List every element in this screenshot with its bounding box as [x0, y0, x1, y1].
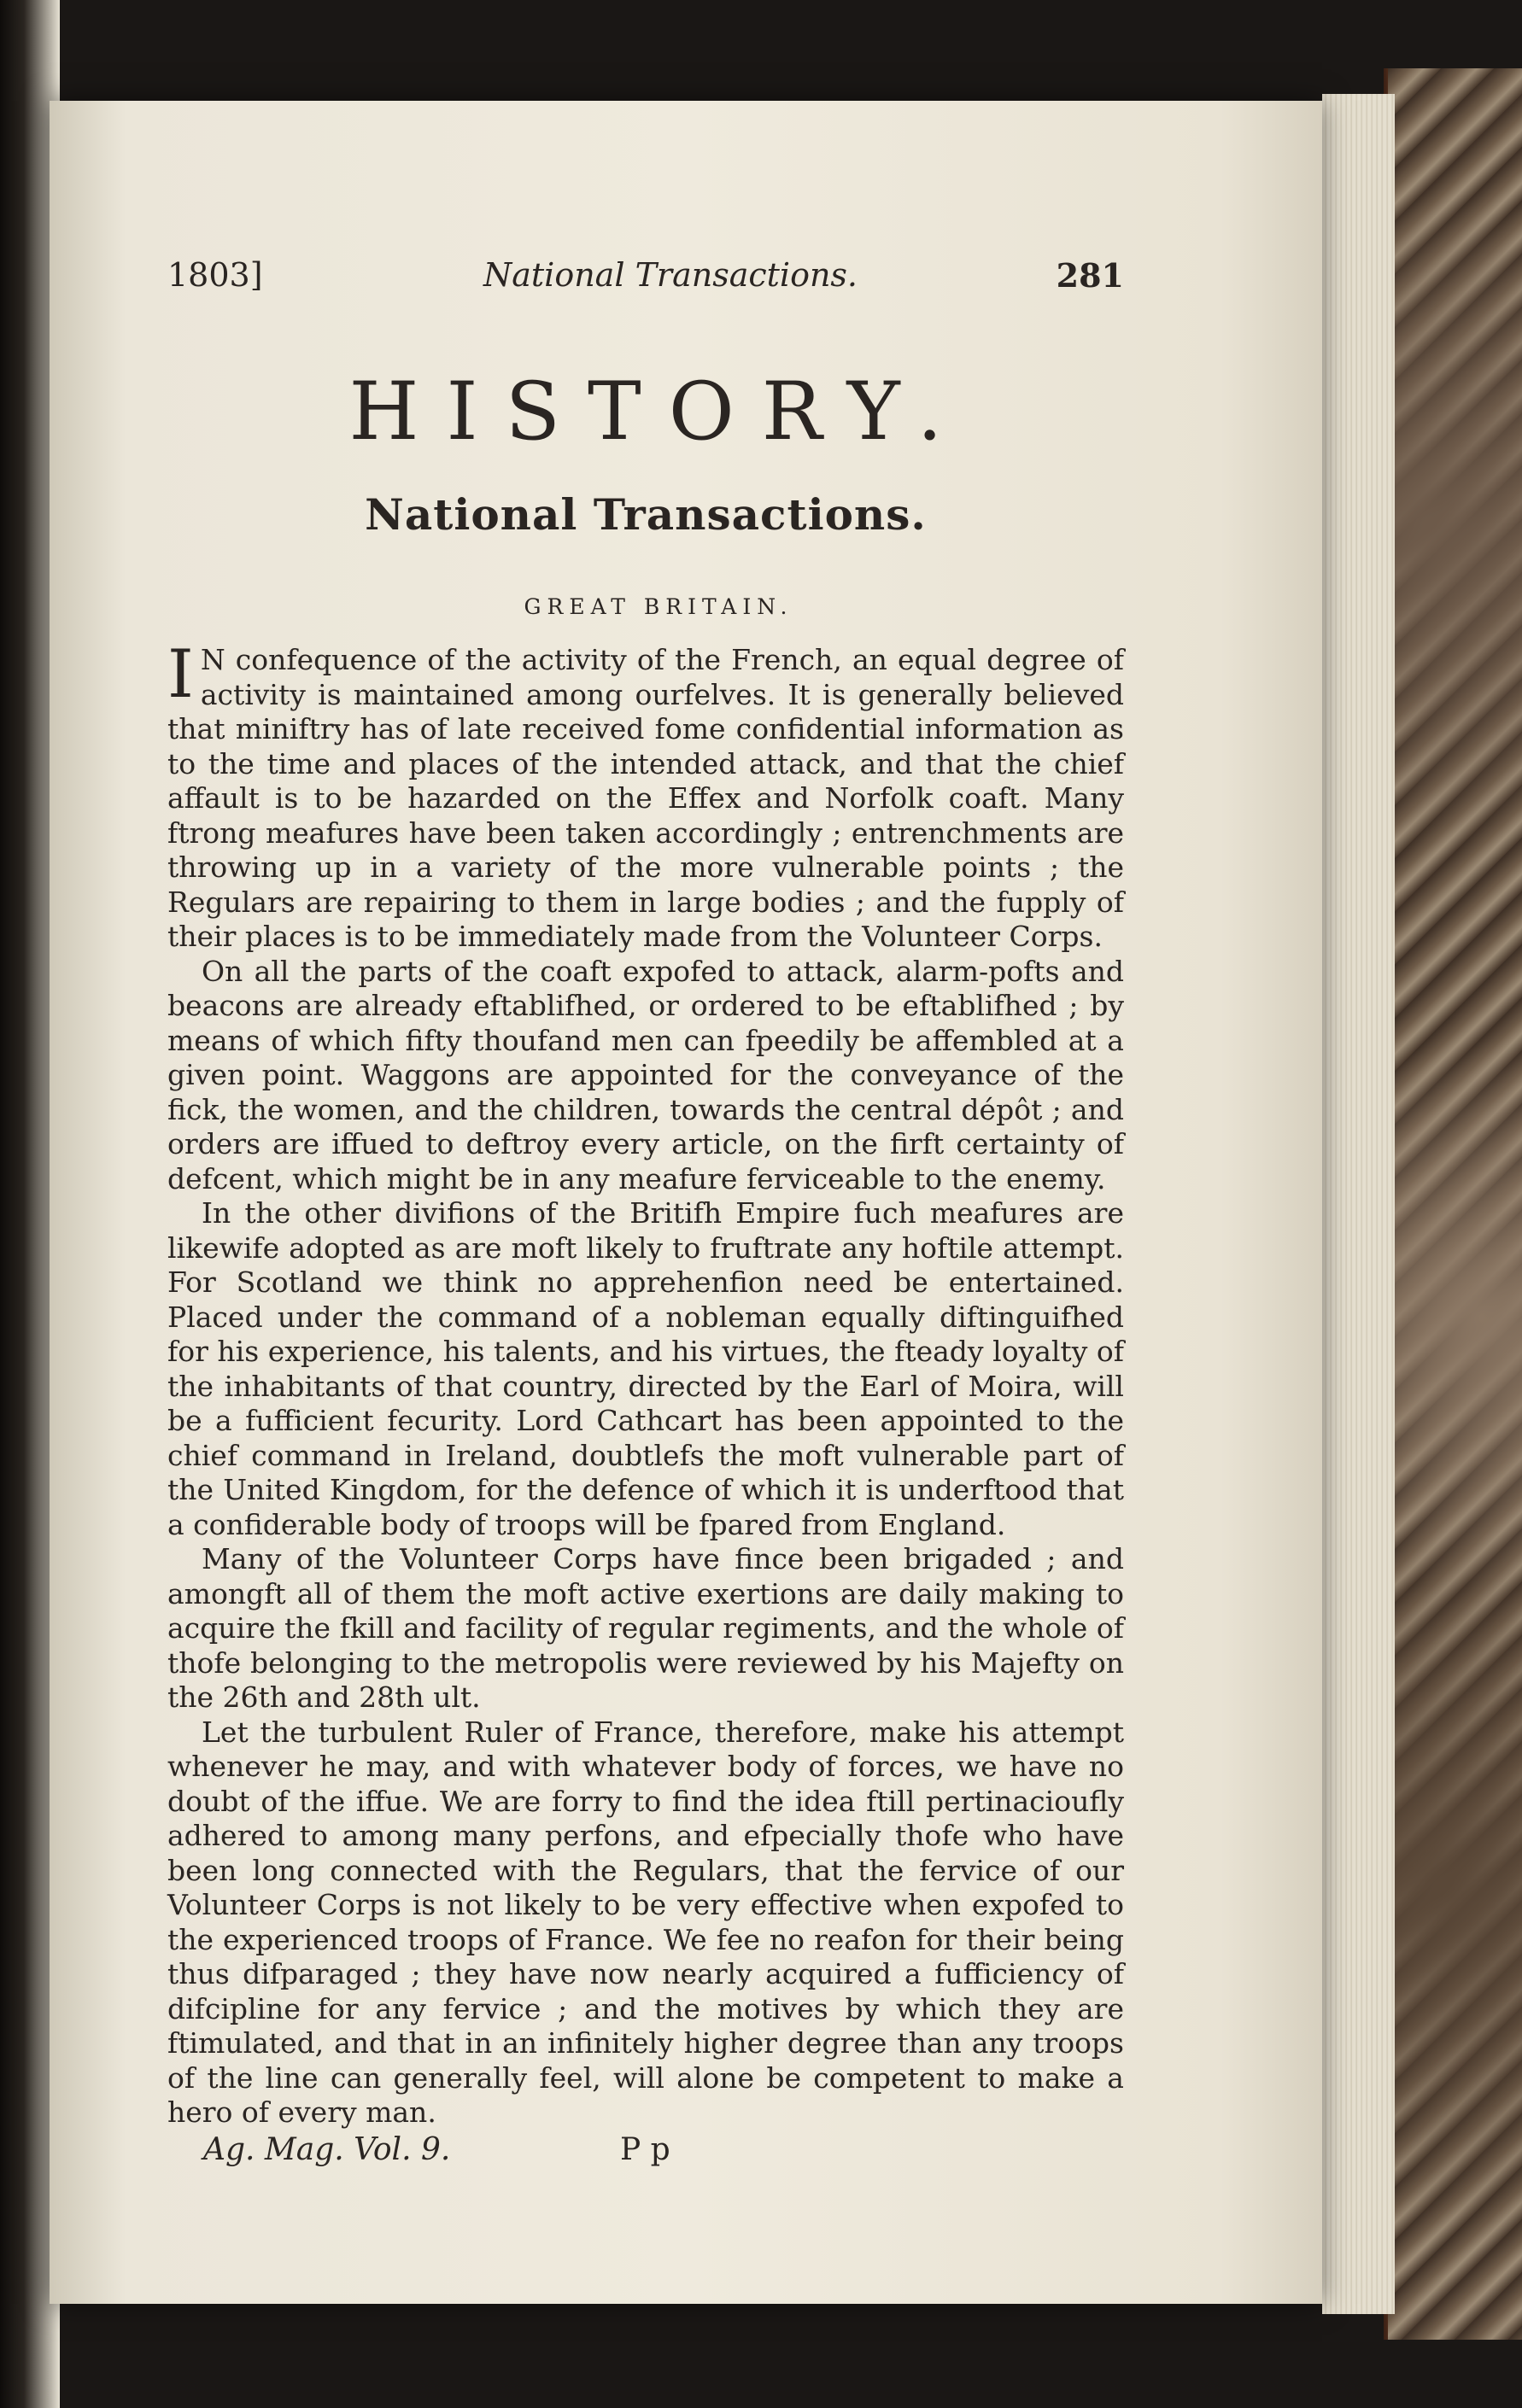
paragraph-4: Many of the Volunteer Corps have fince been brigaded ; and amongft all of them the moft active exertions are daily making to acquire the fkill and facility of regular regiments, and the whole of thofe belonging to the metropolis were reviewed by his Majefty on the 26th and 28th ult.	[167, 1542, 1124, 1714]
paragraph-1-text: N confequence of the activity of the French, an equal degree of activity is maintained among ourfelves. It is generally believed that miniftry has of late received fome confidential information as to the time and places of the intended attack, and that the chief affault is to be hazarded on the Effex and Norfolk coaft. Many ftrong meafures have been taken accordingly ; entrenchments are throwing up in a variety of the more vulnerable points ; the Regulars are repairing to them in large bodies ; and the fupply of their places is to be immediately made from the Volunteer Corps.	[167, 643, 1124, 953]
page-footer	[167, 2132, 1124, 2175]
page-number: 281	[1056, 256, 1124, 295]
marbled-cover	[1388, 68, 1522, 2340]
page-subtitle: National Transactions.	[365, 489, 927, 540]
running-head-section: National Transactions.	[483, 256, 858, 294]
paragraph-2: On all the parts of the coaft expofed to attack, alarm-pofts and beacons are already eftablifhed, or ordered to be eftablifhed ; by means of which fifty thoufand men can fpeedily be affembled at a given point. Waggons are appointed for the conveyance of the fick, the women, and the children, towards the central dépôt ; and orders are iffued to deftroy every article, on the firft certainty of defcent, which might be in any meafure ferviceable to the enemy.	[167, 954, 1124, 1195]
page-title: HISTORY.	[348, 365, 970, 459]
running-head-year: 1803]	[167, 256, 263, 294]
footer-signature-mark: P p	[620, 2131, 670, 2167]
drop-cap: I	[167, 636, 194, 713]
page-stack-edge	[1322, 94, 1395, 2314]
paragraph-5: Let the turbulent Ruler of France, therefore, make his attempt whenever he may, and with whatever body of forces, we have no doubt of the iffue. We are forry to find the idea ftill pertinacioufly adhered to among many perfons, and efpecially thofe who have been long connected with the Regulars, that the fervice of our Volunteer Corps is not likely to be very effective when expofed to the experienced troops of France. We fee no reafon for their being thus difparaged ; they have now nearly acquired a fufficiency of difcipline for any fervice ; and the motives by which they are ftimulated, and that in an infinitely higher degree than any troops of the line can generally feel, will alone be competent to make a hero of every man.	[167, 1715, 1124, 2129]
section-heading: GREAT BRITAIN.	[524, 594, 793, 619]
paragraph-3: In the other divifions of the Britifh Empire fuch meafures are likewife adopted as are moft likely to fruftrate any hoftile attempt. For Scotland we think no apprehenfion need be entertained. Placed under the command of a nobleman equally diftinguifhed for his experience, his talents, and his virtues, the fteady loyalty of the inhabitants of that country, directed by the Earl of Moira, will be a fufficient fecurity. Lord Cathcart has been appointed to the chief command in Ireland, doubtlefs the moft vulnerable part of the United Kingdom, for the defence of which it is underftood that a confiderable body of troops will be fpared from England.	[167, 1196, 1124, 1541]
paragraph-1	[167, 636, 1124, 955]
article-body	[167, 636, 1124, 2130]
running-head	[167, 256, 1124, 316]
page-content	[167, 256, 1124, 2175]
footer-signature-volume: Ag. Mag. Vol. 9.	[203, 2131, 451, 2167]
